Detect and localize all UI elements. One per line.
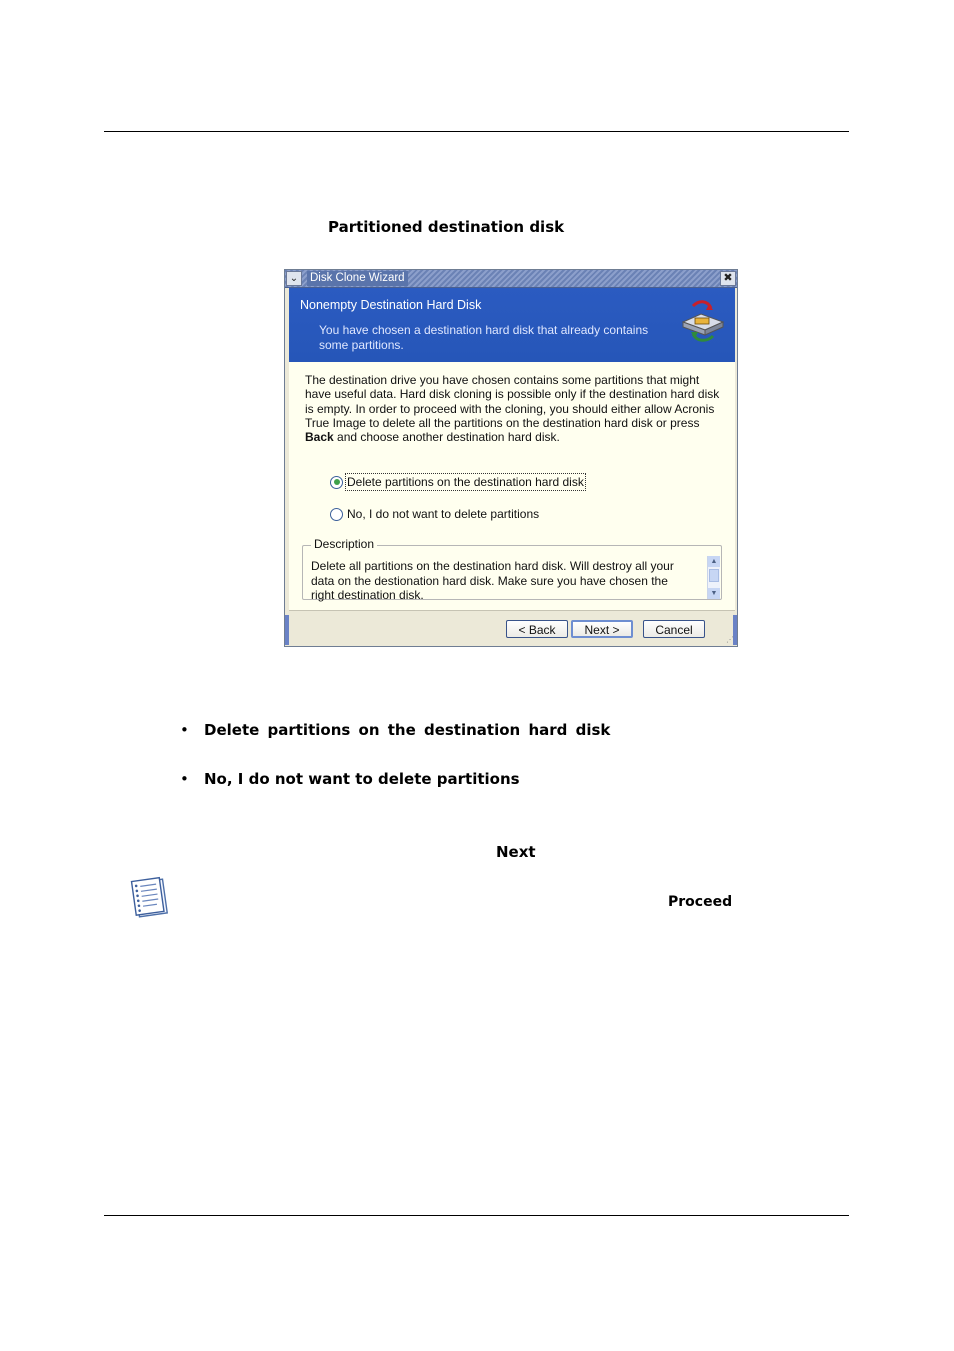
scroll-up-icon[interactable]: ▲: [708, 556, 720, 567]
description-group: [302, 537, 722, 602]
wizard-banner: [289, 288, 735, 362]
description-legend: Description: [311, 537, 377, 551]
title-bar[interactable]: [285, 270, 737, 288]
bullet-dot: •: [180, 721, 189, 739]
header-rule: [104, 131, 849, 132]
figure-caption: Partitioned destination disk: [328, 218, 565, 236]
wizard-content: [289, 362, 735, 610]
bullet-dot: •: [180, 770, 189, 788]
bullet-text: Delete partitions on the destination hard disk: [204, 721, 611, 739]
description-scrollbar[interactable]: [707, 556, 720, 599]
note-icon: [128, 875, 174, 921]
scroll-down-icon[interactable]: ▼: [708, 588, 720, 599]
bullet-item: [180, 721, 610, 739]
option-label[interactable]: Delete partitions on the destination hard disk: [347, 475, 584, 489]
keep-partitions-option[interactable]: [330, 507, 539, 521]
scroll-thumb[interactable]: [709, 569, 719, 582]
radio-button[interactable]: [330, 508, 343, 521]
intro-text: The destination drive you have chosen contains some partitions that might have useful data. Hard disk cloning is possible only if the destination hard disk is empty. In order to proceed with the cloning, you should either allow Acronis True Image to delete all the partitions on the destination hard disk or press Back and choose another destination hard disk.: [305, 373, 720, 445]
disk-clone-icon: [679, 296, 727, 344]
window-menu-icon[interactable]: ⌄: [286, 271, 302, 286]
footer-rule: [104, 1215, 849, 1216]
frame-accent-left: [285, 615, 289, 645]
description-text: Delete all partitions on the destination hard disk. Will destroy all your data on the destionation hard disk. Make sure you have chosen the right destination disk.: [311, 559, 674, 602]
window-title: Disk Clone Wizard: [307, 271, 408, 286]
banner-title: Nonempty Destination Hard Disk: [300, 298, 482, 312]
option-label[interactable]: No, I do not want to delete partitions: [347, 507, 540, 521]
bullet-item: [180, 770, 520, 788]
footer-divider: [289, 610, 735, 611]
radio-button-checked[interactable]: [330, 476, 343, 489]
next-button[interactable]: Next >: [571, 620, 633, 638]
bullet-text: No, I do not want to delete partitions: [204, 770, 520, 788]
disk-clone-wizard-window: [284, 269, 738, 647]
proceed-keyword: Proceed: [668, 894, 733, 910]
back-button[interactable]: < Back: [506, 620, 568, 638]
resize-grip-icon[interactable]: ⋰: [726, 635, 734, 644]
delete-partitions-option[interactable]: [330, 475, 584, 489]
next-keyword: Next: [496, 843, 536, 861]
cancel-button[interactable]: Cancel: [643, 620, 705, 638]
banner-subtitle: You have chosen a destination hard disk that already contains some partitions.: [319, 323, 649, 352]
close-icon[interactable]: ✖: [720, 271, 736, 286]
